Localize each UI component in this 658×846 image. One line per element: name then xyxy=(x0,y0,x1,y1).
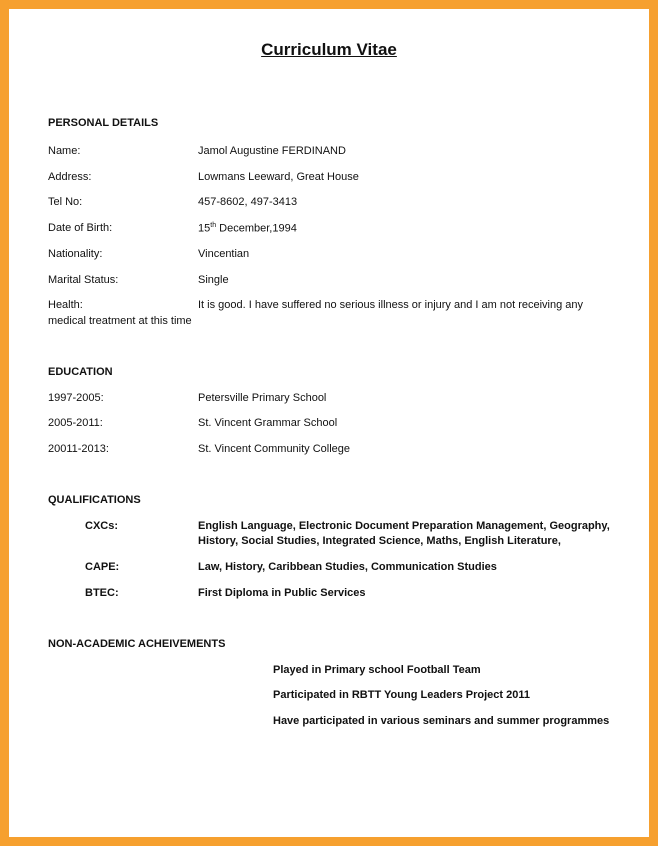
marital-value: Single xyxy=(198,274,229,286)
qualification-value: English Language, Electronic Document Preparation Management, Geography, History, Social Studies, Integrated Science, Maths, English Literature, xyxy=(198,520,610,547)
qualifications-heading: QUALIFICATIONS xyxy=(48,494,141,506)
dob-label: Date of Birth: xyxy=(48,222,113,234)
achievement-item: Played in Primary school Football Team xyxy=(273,664,481,676)
nationality-value: Vincentian xyxy=(198,248,250,260)
dob-suffix: th xyxy=(210,222,217,229)
education-school: St. Vincent Community College xyxy=(198,443,351,455)
education-years: 1997-2005: xyxy=(48,392,104,404)
dob-value xyxy=(198,222,297,235)
address-value: Lowmans Leeward, Great House xyxy=(198,171,359,183)
tel-value: 457-8602, 497-3413 xyxy=(198,196,298,208)
education-school: Petersville Primary School xyxy=(198,392,327,404)
health-label: Health: xyxy=(48,299,83,311)
education-years: 20011-2013: xyxy=(48,443,109,455)
personal-details-heading: PERSONAL DETAILS xyxy=(48,117,159,129)
qualification-label: BTEC: xyxy=(85,587,119,599)
marital-label: Marital Status: xyxy=(48,274,119,286)
health-value: It is good. I have suffered no serious illness or injury and I am not receiving any xyxy=(198,299,584,311)
achievement-item: Participated in RBTT Young Leaders Project 2011 xyxy=(273,689,530,701)
page-title: Curriculum Vitae xyxy=(261,40,397,59)
dob-day: 15 xyxy=(198,222,211,235)
qualification-value: First Diploma in Public Services xyxy=(198,587,366,599)
achievement-item: Have participated in various seminars and summer programmes xyxy=(273,715,610,727)
name-label: Name: xyxy=(48,145,81,157)
education-heading: EDUCATION xyxy=(48,366,113,378)
qualification-value: Law, History, Caribbean Studies, Communication Studies xyxy=(198,561,497,573)
name-value: Jamol Augustine FERDINAND xyxy=(198,145,346,157)
dob-rest: December,1994 xyxy=(216,222,297,235)
address-label: Address: xyxy=(48,171,92,183)
education-years: 2005-2011: xyxy=(48,417,103,429)
health-continuation: medical treatment at this time xyxy=(48,315,192,327)
tel-label: Tel No: xyxy=(48,196,83,208)
education-school: St. Vincent Grammar School xyxy=(198,417,338,429)
nationality-label: Nationality: xyxy=(48,248,103,260)
qualification-label: CXCs: xyxy=(85,520,119,532)
qualification-label: CAPE: xyxy=(85,561,120,573)
achievements-heading: NON-ACADEMIC ACHEIVEMENTS xyxy=(48,638,226,650)
